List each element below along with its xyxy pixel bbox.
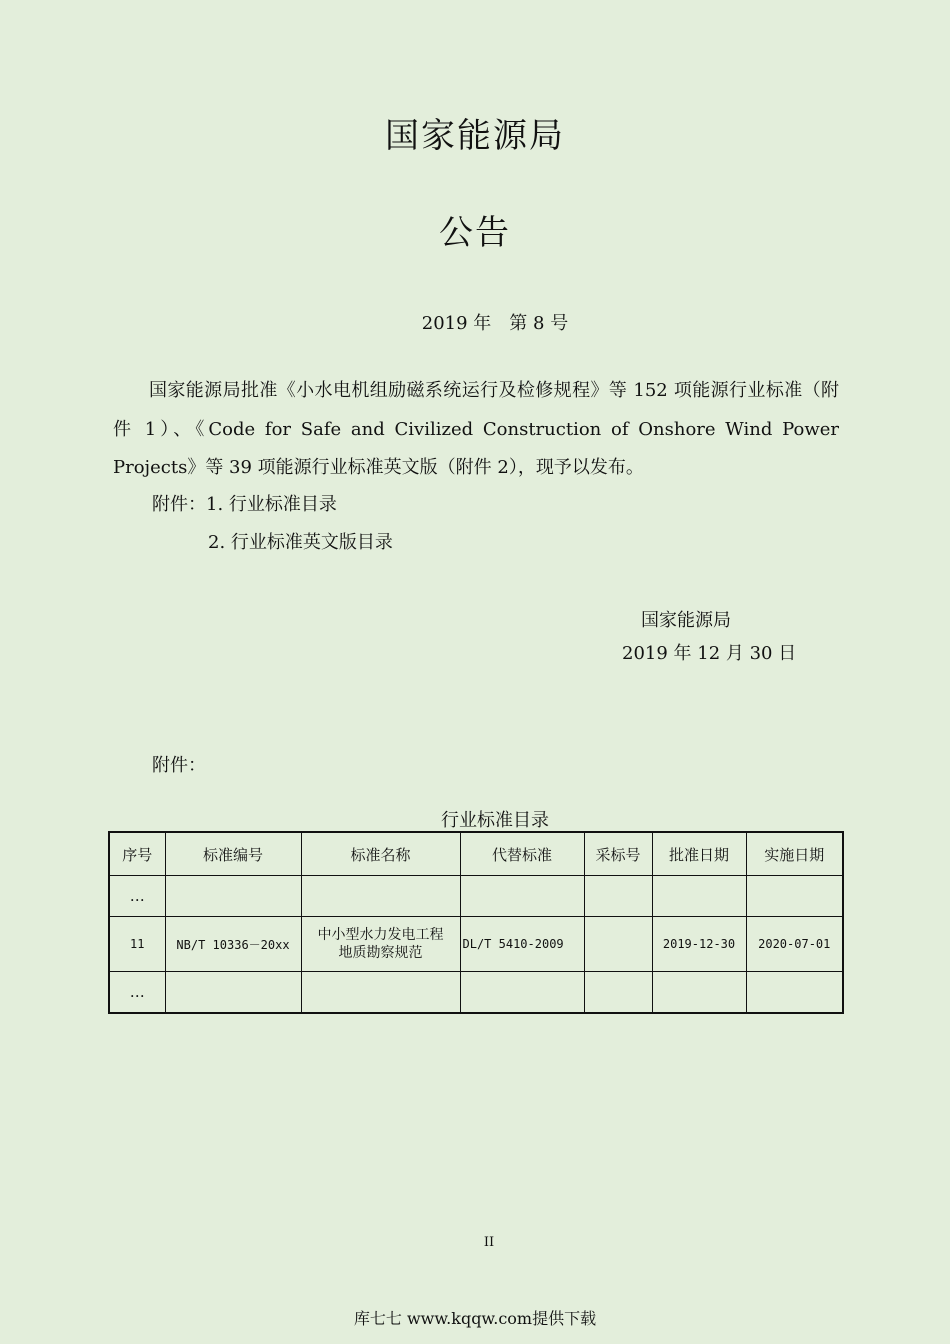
attachment-label: 附件： [152, 755, 206, 776]
cell-seq: 11 [109, 917, 165, 972]
col-code: 标准编号 [165, 832, 301, 876]
page-number: II [483, 1235, 495, 1250]
cell-effective: 2020-07-01 [746, 917, 843, 972]
signature-date: 2019 年 12 月 30 日 [622, 643, 797, 664]
attachment-line-2: 2. 行业标准英文版目录 [208, 532, 393, 553]
table-title: 行业标准目录 [441, 810, 549, 831]
cell-name [301, 917, 460, 972]
table-row [109, 917, 843, 972]
cell-name-line1: 中小型水力发电工程 [317, 927, 444, 943]
cell-code: NB/T 10336－20xx [165, 917, 301, 972]
footer-watermark: 库七七 www.kqqw.com提供下载 [353, 1309, 597, 1328]
table-row [109, 972, 843, 1014]
col-seq: 序号 [109, 832, 165, 876]
cell-adopted [584, 917, 652, 972]
table-header-row [109, 832, 843, 876]
ellipsis-cell: … [109, 972, 165, 1014]
cell-name-line2: 地质勘察规范 [338, 945, 423, 961]
document-number: 2019 年 第 8 号 [421, 313, 569, 334]
col-effective: 实施日期 [746, 832, 843, 876]
cell-replaces: DL/T 5410-2009 [460, 917, 584, 972]
document-type: 公告 [439, 213, 511, 253]
announcement-paragraph: 国家能源局批准《小水电机组励磁系统运行及检修规程》等 152 项能源行业标准（附件 1）、《Code for Safe and Civilized Construction of Onshore Wind Power Projects》等 39 项能源行业标准英文版（附件 2），现予以发布。 [113, 380, 839, 478]
attachment-line-1: 附件：1. 行业标准目录 [152, 494, 337, 515]
signature-org: 国家能源局 [641, 610, 731, 631]
issuer-title: 国家能源局 [385, 116, 565, 156]
col-adopted: 采标号 [584, 832, 652, 876]
col-name: 标准名称 [301, 832, 460, 876]
col-approved: 批准日期 [652, 832, 746, 876]
cell-approved: 2019-12-30 [652, 917, 746, 972]
standards-table [108, 831, 844, 1014]
col-replaces: 代替标准 [460, 832, 584, 876]
table-row [109, 876, 843, 917]
ellipsis-cell: … [109, 876, 165, 917]
